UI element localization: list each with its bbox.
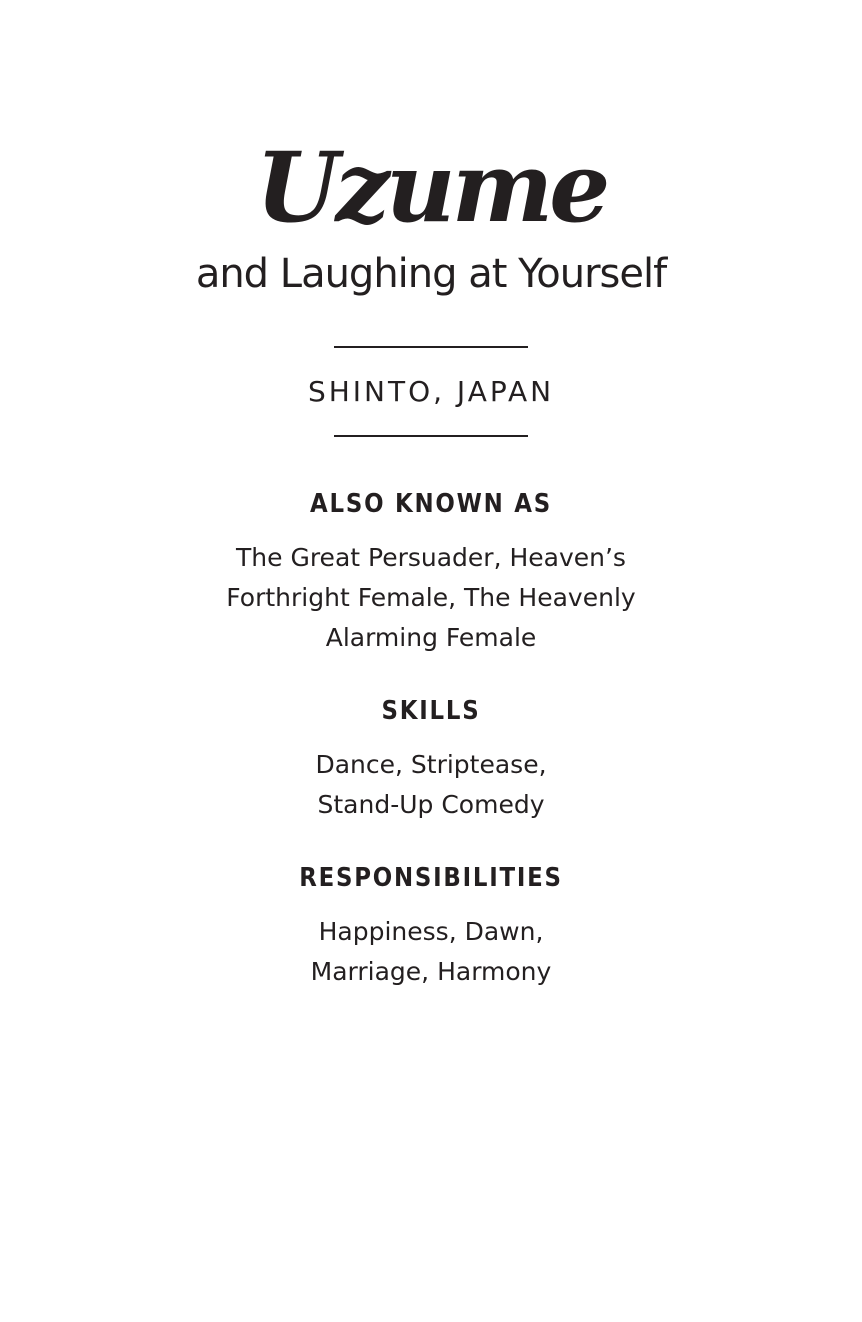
page-title: Uzume xyxy=(255,131,607,244)
section-skills xyxy=(0,693,862,825)
section-heading: RESPONSIBILITIES xyxy=(299,863,563,893)
section-body: Happiness, Dawn, Marriage, Harmony xyxy=(310,917,552,986)
section-body: Dance, Striptease, Stand-Up Comedy xyxy=(315,750,547,819)
divider-bottom xyxy=(334,435,528,437)
section-responsibilities xyxy=(0,860,862,992)
section-heading: SKILLS xyxy=(381,696,481,726)
section-body: The Great Persuader, Heaven’s Forthright Female, The Heavenly Alarming Female xyxy=(226,543,636,652)
divider-top xyxy=(334,346,528,348)
page-subtitle: and Laughing at Yourself xyxy=(195,251,667,297)
section-heading: ALSO KNOWN AS xyxy=(310,489,552,519)
origin-label: SHINTO, JAPAN xyxy=(307,375,555,408)
section-also-known-as xyxy=(0,486,862,658)
